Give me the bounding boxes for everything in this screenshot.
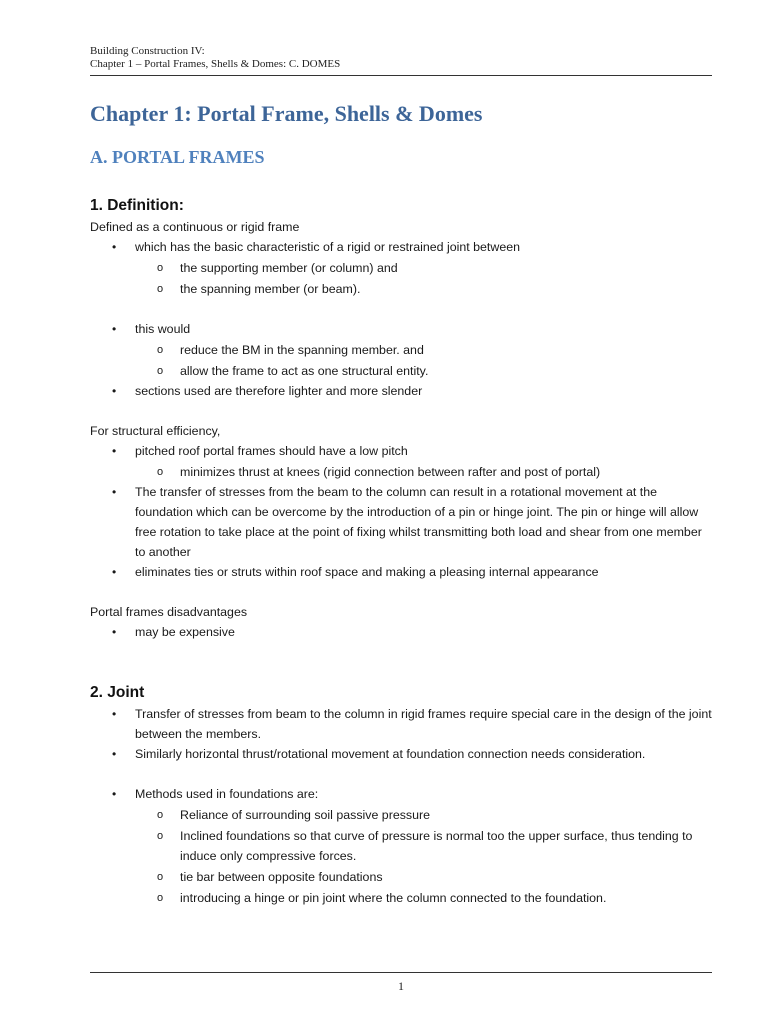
document-title: Chapter 1: Portal Frame, Shells & Domes <box>90 101 483 126</box>
list-item <box>90 784 712 908</box>
sub-list-item <box>135 867 712 887</box>
bullet-marker: • <box>112 322 117 336</box>
sub-bullet-marker: o <box>157 830 164 842</box>
sub-bullet-marker: o <box>157 262 164 274</box>
joint-methods-list <box>90 784 712 908</box>
list-item-text: which has the basic characteristic of a rigid or restrained joint between <box>135 240 520 254</box>
spacer <box>90 582 712 602</box>
list-item-text: Similarly horizontal thrust/rotational movement at foundation connection needs consideration. <box>135 747 646 761</box>
sub-bullet-marker: o <box>157 809 164 821</box>
list-item-text: sections used are therefore lighter and more slender <box>135 384 423 398</box>
bullet-marker: • <box>112 787 117 801</box>
sub-list-item <box>135 340 712 360</box>
sub-list-item-text: tie bar between opposite foundations <box>180 870 383 884</box>
list-item <box>90 441 712 482</box>
header-course: Building Construction IV: <box>90 45 205 57</box>
spacer <box>90 401 712 421</box>
spacer <box>90 299 712 319</box>
sub-list-item <box>135 826 712 866</box>
list-item-text: Transfer of stresses from beam to the column in rigid frames require special care in the design of the joint between the members. <box>135 707 712 741</box>
disadvantages-list <box>90 622 712 642</box>
list-item-text: The transfer of stresses from the beam to the column can result in a rotational movement at the foundation which can be overcome by the introduction of a pin or hinge joint. The pin or hinge will allow free rotation to take place at the point of fixing whilst transmitting both load and shear from one member to another <box>135 485 702 559</box>
page-header <box>90 45 712 71</box>
section-heading-portal-frames: A. PORTAL FRAMES <box>90 147 265 167</box>
sub-list-item-text: introducing a hinge or pin joint where the column connected to the foundation. <box>180 891 607 905</box>
list-item-text: pitched roof portal frames should have a low pitch <box>135 444 408 458</box>
definition-heading: 1. Definition: <box>90 197 184 214</box>
sub-list-item-text: Reliance of surrounding soil passive pressure <box>180 808 431 822</box>
sub-bullet-marker: o <box>157 466 164 478</box>
sub-list <box>135 462 712 482</box>
joint-heading: 2. Joint <box>90 684 145 701</box>
header-rule <box>90 75 712 76</box>
list-item <box>90 562 712 582</box>
sub-bullet-marker: o <box>157 283 164 295</box>
document-body <box>90 195 712 908</box>
disadvantages-intro: Portal frames disadvantages <box>90 605 248 619</box>
bullet-marker: • <box>112 485 117 499</box>
sub-list-item <box>135 462 712 482</box>
footer-rule <box>90 972 712 973</box>
sub-list-item <box>135 888 712 908</box>
sub-list-item-text: the spanning member (or beam). <box>180 282 361 296</box>
bullet-marker: • <box>112 707 117 721</box>
bullet-marker: • <box>112 625 117 639</box>
efficiency-list <box>90 441 712 582</box>
list-item <box>90 381 712 401</box>
spacer <box>90 764 712 784</box>
sub-list-item <box>135 361 712 381</box>
definition-list <box>90 237 712 299</box>
bullet-marker: • <box>112 565 117 579</box>
sub-list <box>135 805 712 908</box>
sub-list-item-text: the supporting member (or column) and <box>180 261 398 275</box>
sub-list <box>135 340 712 381</box>
spacer <box>90 642 712 682</box>
sub-bullet-marker: o <box>157 365 164 377</box>
bullet-marker: • <box>112 384 117 398</box>
sub-list-item <box>135 805 712 825</box>
list-item-text: may be expensive <box>135 625 235 639</box>
sub-list-item-text: allow the frame to act as one structural entity. <box>180 364 429 378</box>
sub-bullet-marker: o <box>157 344 164 356</box>
list-item <box>90 622 712 642</box>
list-item <box>90 704 712 744</box>
list-item <box>90 744 712 764</box>
bullet-marker: • <box>112 747 117 761</box>
sub-list-item-text: reduce the BM in the spanning member. and <box>180 343 424 357</box>
list-item <box>90 482 712 562</box>
page-number: 1 <box>398 979 404 993</box>
bullet-marker: • <box>112 444 117 458</box>
bullet-marker: • <box>112 240 117 254</box>
sub-bullet-marker: o <box>157 871 164 883</box>
sub-list-item-text: minimizes thrust at knees (rigid connection between rafter and post of portal) <box>180 465 601 479</box>
sub-list-item-text: Inclined foundations so that curve of pressure is normal too the upper surface, thus tending to induce only compressive forces. <box>180 829 693 863</box>
efficiency-intro: For structural efficiency, <box>90 424 221 438</box>
sub-bullet-marker: o <box>157 892 164 904</box>
list-item-text: Methods used in foundations are: <box>135 787 319 801</box>
list-item-text: eliminates ties or struts within roof space and making a pleasing internal appearance <box>135 565 599 579</box>
sub-list-item <box>135 258 712 278</box>
list-item <box>90 319 712 381</box>
definition-list-continued <box>90 319 712 401</box>
joint-list <box>90 704 712 764</box>
list-item-text: this would <box>135 322 191 336</box>
sub-list <box>135 258 712 299</box>
list-item <box>90 237 712 299</box>
definition-intro: Defined as a continuous or rigid frame <box>90 220 300 234</box>
header-chapter: Chapter 1 – Portal Frames, Shells & Domes: C. DOMES <box>90 58 341 70</box>
sub-list-item <box>135 279 712 299</box>
